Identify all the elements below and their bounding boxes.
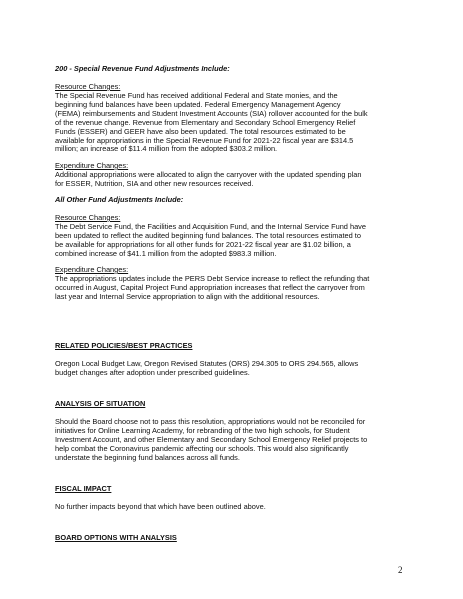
text-line: Oregon Local Budget Law, Oregon Revised Statutes (ORS) 294.305 to ORS 294.565, allows (55, 359, 359, 368)
text-line: budget changes after adoption under prescribed guidelines. (55, 367, 250, 377)
policies-heading: RELATED POLICIES/BEST PRACTICES (55, 341, 193, 350)
text-line: last year and Internal Service appropriation to align with the additional resources. (55, 291, 320, 301)
page-number: 2 (398, 565, 403, 575)
other-funds-heading: All Other Fund Adjustments Include: (55, 195, 184, 204)
text-line: for ESSER, Nutrition, SIA and other new resources received. (55, 178, 254, 188)
text-line: help combat the Coronavirus pandemic affecting our schools. This would also significantly (55, 443, 349, 453)
of-expenditure-label: Expenditure Changes: (55, 265, 129, 274)
sr-resource-label: Resource Changes: (55, 82, 121, 91)
text-line: be available for appropriations for all other funds for 2021-22 fiscal year are $1.02 billion, a (55, 239, 351, 249)
text-line: The Special Revenue Fund has received additional Federal and State monies, and the (55, 91, 338, 100)
fiscal-paragraph (55, 503, 415, 512)
text-line: beginning fund balances have been updated. Federal Emergency Management Agency (55, 99, 341, 109)
special-revenue-heading: 200 - Special Revenue Fund Adjustments Include: (55, 64, 230, 73)
policies-paragraph (55, 360, 415, 378)
text-line: The Debt Service Fund, the Facilities and Acquisition Fund, and the Internal Service Fund have (55, 222, 366, 231)
text-line: initiatives for Online Learning Academy, for rebranding of the two high schools, for Student (55, 425, 350, 435)
sr-expenditure-label: Expenditure Changes: (55, 161, 129, 170)
text-line: available for appropriations in the Special Revenue Fund for 2021-22 fiscal year are $314.5 (55, 135, 354, 145)
analysis-heading: ANALYSIS OF SITUATION (55, 399, 146, 408)
options-heading: BOARD OPTIONS WITH ANALYSIS (55, 533, 177, 542)
text-line: (FEMA) reimbursements and Student Investment Accounts (SIA) rollover accounted for the bulk (55, 108, 368, 118)
text-line: million; an increase of $11.4 million from the adopted $303.2 million. (55, 144, 278, 154)
text-line: Investment Account, and other Elementary and Secondary School Emergency Relief projects to (55, 434, 368, 444)
text-line: understate the beginning fund balances across all funds. (55, 452, 240, 462)
text-line: The appropriations updates include the PERS Debt Service increase to reflect the refunding that (55, 274, 370, 283)
text-line: No further impacts beyond that which have been outlined above. (55, 502, 266, 511)
text-line: been updated to reflect the audited beginning fund balances. The total resources estimated to (55, 230, 361, 240)
text-line: of the revenue change. Revenue from Elementary and Secondary School Emergency Relief (55, 117, 356, 127)
sr-expenditure-paragraph (55, 171, 415, 189)
of-resource-label: Resource Changes: (55, 213, 121, 222)
text-line: Additional appropriations were allocated to align the carryover with the updated spending plan (55, 170, 362, 179)
text-line: occurred in August, Capital Project Fund appropriation increases that reflect the carryover from (55, 282, 365, 292)
of-resource-paragraph (55, 223, 415, 259)
fiscal-heading: FISCAL IMPACT (55, 484, 112, 493)
text-line: combined increase of $41.1 million from the adopted $983.3 million. (55, 248, 277, 258)
text-line: Funds (ESSER) and GEER have also been updated. The total resources estimated to be (55, 126, 346, 136)
analysis-paragraph (55, 418, 415, 463)
of-expenditure-paragraph (55, 275, 415, 302)
text-line: Should the Board choose not to pass this resolution, appropriations would not be reconciled for (55, 417, 366, 426)
sr-resource-paragraph (55, 92, 415, 154)
